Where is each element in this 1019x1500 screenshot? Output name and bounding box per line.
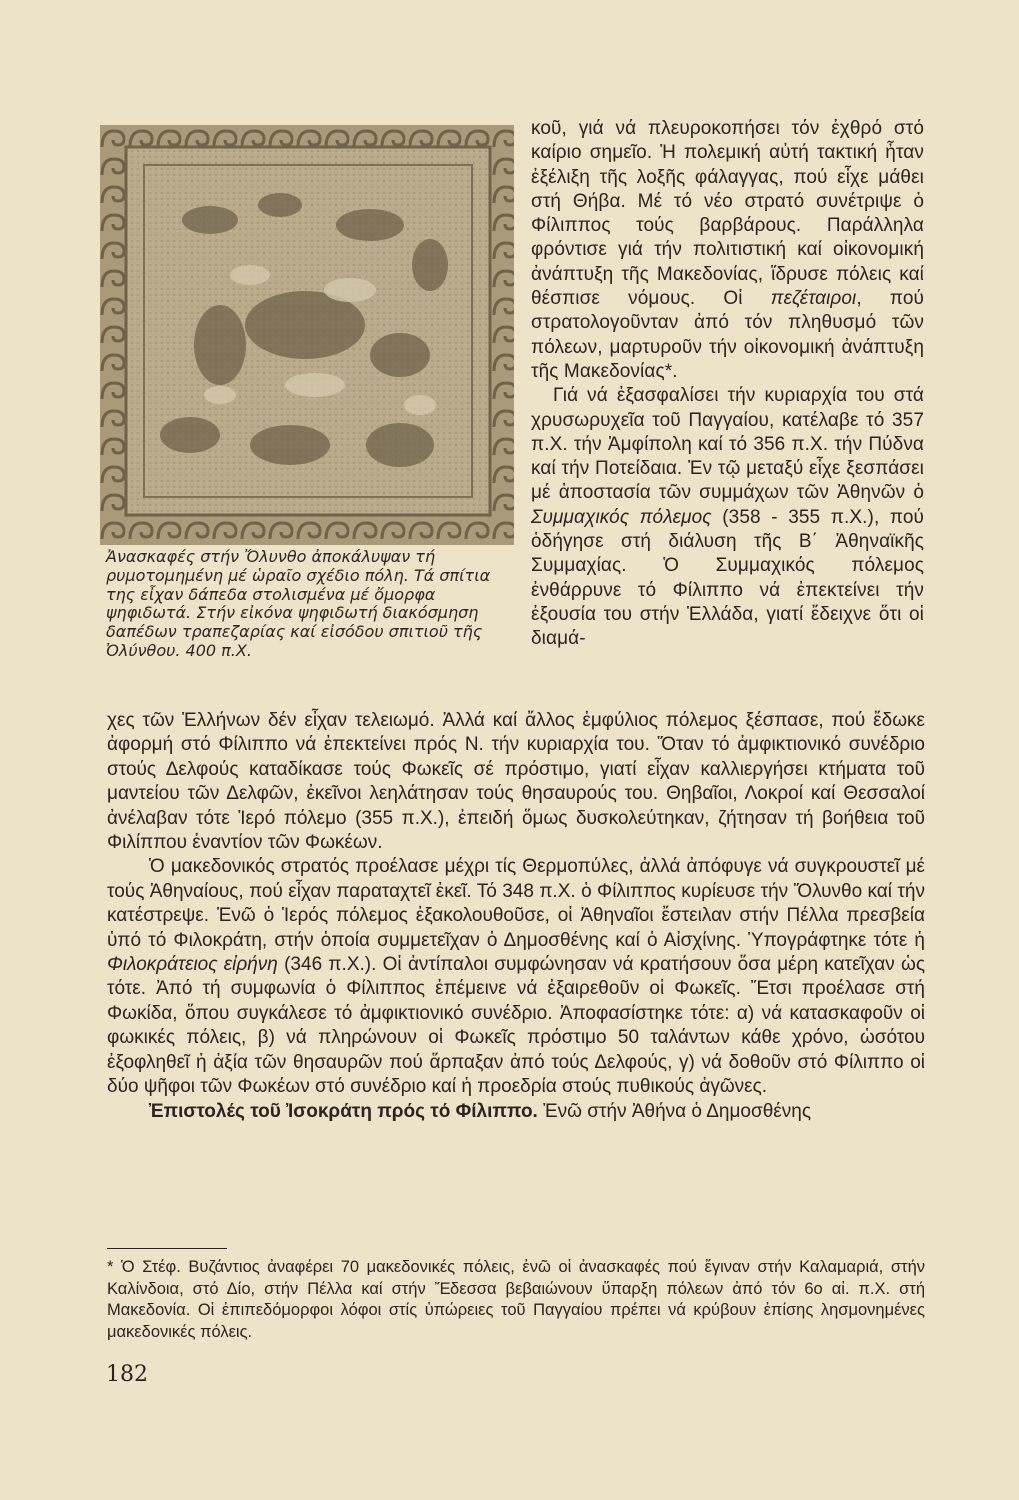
footnote-divider [107,1248,227,1249]
paragraph: Ὁ μακεδονικός στρατός προέλασε μέχρι τίς Θερμοπύλες, ἀλλά ἀπόφυγε νά συγκρουστεῖ μέ τούς Ἀθηναίους, πού εἶχαν παραταχτεῖ ἐκεῖ. Τό 348 π.Χ. ὁ Φίλιππος κυρίευσε τήν Ὄλυνθο καί τήν κατέστρεψε. Ἐνῶ ὁ Ἱερός πόλεμος ἐξακολουθοῦσε, οἱ Ἀθηναῖοι ἔστειλαν στήν Πέλλα πρεσβεία ὑπό τό Φιλοκράτη, στήν ὁποία συμμετεῖχαν ὁ Δημοσθένης καί ὁ Αἰσχίνης. Ὑπογράφτηκε τότε ἡ Φιλοκράτειος εἰρήνη (346 π.Χ.). Οἱ ἀντίπαλοι συμφώνησαν νά κρατήσουν ὅσα μέρη κατεῖχαν ὡς τότε. Ἀπό τή συμφωνία ὁ Φίλιππος ἐπέμεινε νά ἐξαιρεθοῦν οἱ Φωκεῖς. Ἔτσι προέλασε στή Φωκίδα, ὅπου συγκάλεσε τό ἀμφικτιονικό συνέδριο. Ἀποφασίστηκε τότε: α) νά κατασκαφοῦν οἱ φωκικές πόλεις, β) νά πληρώνουν οἱ Φωκεῖς πρόστιμο 50 ταλάντων κάθε χρόνο, ὡσότου ἐξοφληθεῖ ἡ ἀξία τῶν θησαυρῶν πού ἅρπαξαν ἀπό τούς Δελφούς, γ) νά δοθοῦν στό Φίλιππο οἱ δύο ψῆφοι τῶν Φωκέων στό συνέδριο καί ἡ προεδρία στούς πυθικούς ἀγῶνες. [107,856,925,1098]
mosaic-image [100,125,514,545]
paragraph: Ἐπιστολές τοῦ Ἰσοκράτη πρός τό Φίλιππο. Ἐνῶ στήν Ἀθήνα ὁ Δημοσθένης [149,1100,811,1122]
full-width-text [107,709,925,1124]
footnote: * Ὁ Στέφ. Βυζάντιος ἀναφέρει 70 μακεδονικές πόλεις, ἐνῶ οἱ ἀνασκαφές πού ἔγιναν στήν Καλαμαριά, στήν Καλίνδοια, στό Δίο, στήν Πέλλα καί στήν Ἔδεσσα βεβαιώνουν ὕπαρξη πόλεων ἀπό τόν 6ο αἰ. π.Χ. στή Μακεδονία. Οἱ ἐπιπεδόμορφοι λόφοι στίς ὑπώρειες τοῦ Παγγαίου πρέπει νά κρύβουν ἐπίσης λησμονημένες μακεδονικές πόλεις. [107,1258,925,1341]
section-heading: Ἐπιστολές τοῦ Ἰσοκράτη πρός τό Φίλιππο. [149,1100,538,1122]
paragraph: χες τῶν Ἑλλήνων δέν εἶχαν τελειωμό. Ἀλλά καί ἄλλος ἐμφύλιος πόλεμος ξέσπασε, πού ἔδωκε ἀφορμή στό Φίλιππο νά ἐπεκτείνει πρός Ν. τήν κυριαρχία του. Ὅταν τό ἀμφικτιονικό συνέδριο στούς Δελφούς καταδίκασε τούς Φωκεῖς σέ πρόστιμο, γιατί εἶχαν καλλιεργήσει κτήματα τοῦ μαντείου τῶν Δελφῶν, ἐκεῖνοι λεηλάτησαν τούς θησαυρούς του. Θηβαῖοι, Λοκροί καί Θεσσαλοί ἀνέλαβαν τότε Ἱερό πόλεμο (355 π.Χ.), ἐπειδή ὅμως δυσκολεύτηκαν, ζήτησαν τή βοήθεια τοῦ Φιλίππου ἐναντίον τῶν Φωκέων. [107,710,925,854]
paragraph: Γιά νά ἐξασφαλίσει τήν κυριαρχία του στά χρυσωρυχεῖα τοῦ Παγγαίου, κατέλαβε τό 357 π.Χ. τήν Ἀμφίπολη καί τό 356 π.Χ. τήν Πύδνα καί τήν Ποτείδαια. Ἐν τῷ μεταξύ εἶχε ξεσπάσει μέ ἀποστασία τῶν συμμάχων τῶν Ἀθηνῶν ὁ Συμμαχικός πόλεμος (358 - 355 π.Χ.), πού ὁδήγησε στή διάλυση τῆς Β΄ Ἀθηναϊκῆς Συμμαχίας. Ὁ Συμμαχικός πόλεμος ἐνθάρρυνε τό Φίλιππο νά ἐπεκτείνει τήν ἐξουσία του στήν Ἑλλάδα, γιατί ἔδειχνε ὅτι οἱ διαμά- [531,385,924,650]
figure-caption: Ἀνασκαφές στήν Ὄλυνθο ἀποκάλυψαν τή ρυμοτομημένη μέ ὡραῖο σχέδιο πόλη. Τά σπίτια της εἶχαν δάπεδα στολισμένα μέ ὄμορφα ψηφιδωτά. Στήν εἰκόνα ψηφιδωτή διακόσμηση δαπέδων τραπεζαρίας καί εἰσόδου σπιτιοῦ τῆς Ὀλύνθου. 400 π.Χ. [106,547,491,660]
mosaic-photo [100,125,514,545]
right-column [531,117,924,652]
page-number: 182 [106,1362,148,1387]
paragraph: κοῦ, γιά νά πλευροκοπήσει τόν ἐχθρό στό καίριο σημεῖο. Ἡ πολεμική αὐτή τακτική ἦταν ἐξέλιξη τῆς λοξῆς φάλαγγας, πού εἶχε μάθει στή Θήβα. Μέ τό νέο στρατό συνέτριψε ὁ Φίλιππος τούς βαρβάρους. Παράλληλα φρόντισε γιά τήν πολιτιστική καί οἰκονομική ἀνάπτυξη τῆς Μακεδονίας, ἵδρυσε πόλεις καί θέσπισε νόμους. Οἱ πεζέταιροι, πού στρατολογοῦνταν ἀπό τόν πληθυσμό τῶν πόλεων, μαρτυροῦν τήν οἰκονομική ἀνάπτυξη τῆς Μακεδονίας*. [531,118,924,382]
